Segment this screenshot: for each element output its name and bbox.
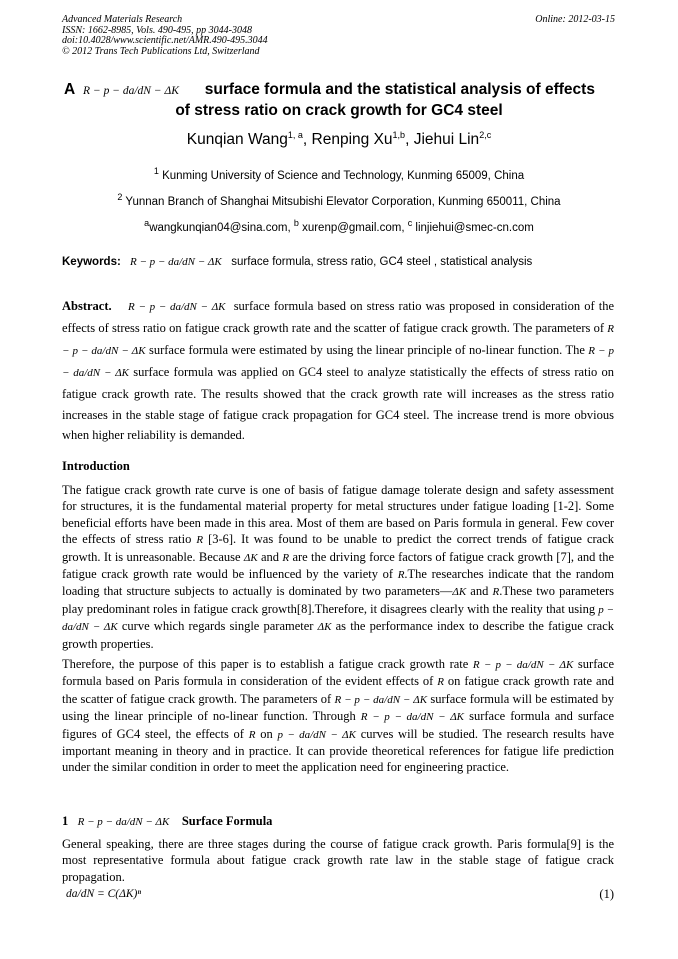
- equation-1: da/dN = C(ΔK)ⁿ: [66, 888, 141, 900]
- inline-formula: p − da/dN − ΔK: [277, 728, 356, 741]
- online-date: Online: 2012-03-15: [535, 14, 615, 25]
- paragraph-text: .These two parameters play predominant roles in fatigue crack growth[8].Therefore, it disagrees clearly with the reality that using: [62, 584, 615, 616]
- section-formula: R − p − da/dN − ΔK: [77, 816, 170, 828]
- paragraph-text: on fatigue crack growth rate and the scatter of fatigue crack growth. The parameters of: [62, 674, 615, 706]
- paragraph-text: curves will be studied. The research results have important meaning in theory and in practice. It can provide theoretical references for fatigue life prediction under the similar condition in order to meet the application need for engineering practice.: [62, 726, 615, 775]
- inline-symbol: R: [492, 586, 500, 599]
- affiliation-text: Yunnan Branch of Shanghai Mitsubishi Elevator Corporation, Kunming 650011, China: [125, 196, 561, 208]
- affiliation-1: [0, 166, 678, 182]
- author-affil-sup: 1,b: [392, 129, 406, 140]
- inline-formula: R − p − da/dN − ΔK: [334, 693, 428, 706]
- author-list: Kunqian Wang$^{1, a}$, Renping Xu$^{1,b}$, Jiehui Lin$^{2,c}$: [186, 129, 492, 148]
- paragraph-text: as the performance index to describe the fatigue crack growth properties.: [62, 619, 615, 651]
- keywords-formula: R − p − da/dN − ΔK: [130, 256, 222, 268]
- email-link[interactable]: wangkunqian04@sina.com,: [149, 222, 291, 234]
- email-marker: b: [293, 218, 299, 229]
- author-name: Renping Xu: [311, 131, 393, 148]
- inline-symbol: ΔK: [243, 551, 258, 564]
- abstract-text: surface formula were estimated by using the linear principle of no-linear function. The: [148, 342, 585, 357]
- paragraph-text: [3-6]. It was found to be unable to predict the correct trends of fatigue crack growth. It is unreasonable. Because: [62, 532, 615, 564]
- paragraph-text: .The researches indicate that the random loading that structure subjects to actually is dominated by two parameters—: [62, 567, 614, 599]
- inline-symbol: R: [437, 676, 444, 689]
- section-heading-introduction: Introduction: [62, 459, 130, 473]
- author-name: Jiehui Lin: [413, 131, 480, 148]
- paragraph-text: and: [470, 584, 489, 599]
- paper-title: [62, 80, 616, 121]
- abstract-text: surface formula was applied on GC4 steel to analyze statistically the effects of stress ratio on fatigue crack growth rate. The results showed that the crack growth rate will increases as the stress ratio increases in the stable stage of fatigue crack propagation for GC4 steel. The increase trend is more obvious when higher reliability is demanded.: [62, 364, 614, 443]
- title-formula: R − p − da/dN − ΔK: [83, 85, 179, 97]
- inline-symbol: R: [196, 534, 204, 547]
- email-line: [0, 218, 678, 234]
- inline-formula: R − p − da/dN − ΔK: [128, 301, 226, 313]
- inline-formula: R − p − da/dN − ΔK: [472, 659, 574, 671]
- keywords-text: surface formula, stress ratio, GC4 steel , statistical analysis: [231, 256, 533, 268]
- email-marker: c: [407, 218, 413, 229]
- paragraph-text: The fatigue crack growth rate curve is one of basis of fatigue damage tolerate design and safety assessment for structures, it is the fundamental material property for metal structures under fatigue loading [1-2]. Some beneficial efforts have been made in this area. Most of them are based on Paris formula in general. Few cover the effects of stress ratio: [62, 483, 614, 547]
- inline-symbol: R: [397, 569, 405, 582]
- affiliation-number: 1: [153, 166, 159, 177]
- inline-symbol: ΔK: [452, 586, 467, 599]
- keywords-line: [62, 256, 532, 268]
- paragraph-text: Therefore, the purpose of this paper is to establish a fatigue crack growth rate: [62, 657, 469, 671]
- equation-number: (1): [599, 887, 614, 901]
- section-number: 1: [62, 814, 69, 828]
- keywords-label: Keywords:: [62, 256, 121, 268]
- intro-paragraph-1: [62, 482, 614, 652]
- abstract-label: Abstract.: [62, 299, 112, 313]
- affiliation-text: Kunming University of Science and Technology, Kunming 65009, China: [162, 170, 525, 182]
- author-name: Kunqian Wang: [186, 131, 288, 148]
- paragraph-text: surface formula will be estimated by using the linear principle of no-linear function. Through: [62, 691, 614, 724]
- abstract-paragraph: [62, 296, 614, 446]
- inline-symbol: R: [282, 551, 290, 564]
- inline-formula: R − p − da/dN − ΔK: [62, 344, 614, 379]
- publication-header: [62, 15, 268, 57]
- journal-name: Advanced Materials Research: [62, 14, 183, 25]
- section1-paragraph: General speaking, there are three stages during the course of fatigue crack growth. Paris formula[9] is the most representative formula about fatigue crack growth rate law in the stable stage of fatigue crack propagation.: [62, 837, 614, 884]
- intro-paragraph-2: [62, 656, 614, 776]
- title-text-1: surface formula and the statistical analysis of effects: [204, 81, 595, 98]
- affiliation-2: [0, 192, 678, 208]
- paragraph-text: on: [260, 726, 273, 741]
- inline-formula: R − p − da/dN − ΔK: [360, 711, 465, 724]
- inline-formula: p − da/dN − ΔK: [62, 603, 614, 634]
- email-marker: a: [144, 218, 150, 229]
- author-affil-sup: 1, a: [287, 129, 303, 140]
- section-title: Surface Formula: [181, 814, 273, 828]
- doi-line: doi:10.4028/www.scientific.net/AMR.490-495.3044: [62, 35, 268, 46]
- abstract-text: surface formula based on stress ratio was proposed in consideration of the effects of stress ratio on fatigue crack growth rate and the scatter of fatigue crack growth. The parameters of: [62, 299, 615, 335]
- affiliation-number: 2: [117, 192, 123, 203]
- title-prefix: A: [64, 81, 76, 98]
- title-line-2: of stress ratio on crack growth for GC4 steel: [175, 102, 503, 119]
- email-link[interactable]: xurenp@gmail.com,: [302, 222, 405, 234]
- author-affil-sup: 2,c: [479, 129, 492, 140]
- copyright-line: © 2012 Trans Tech Publications Ltd, Switzerland: [62, 45, 260, 57]
- section-heading-1: [62, 814, 272, 829]
- paragraph-text: are the driving force factors of fatigue crack growth [7], and the fatigue crack growth rate would be influenced by the variety of: [62, 549, 614, 582]
- issn-line: ISSN: 1662-8985, Vols. 490-495, pp 3044-3048: [62, 24, 252, 36]
- inline-symbol: ΔK: [317, 621, 332, 634]
- email-link[interactable]: linjiehui@smec-cn.com: [415, 222, 534, 234]
- paragraph-text: curve which regards single parameter: [121, 619, 314, 634]
- title-line-1: [62, 80, 616, 101]
- inline-symbol: R: [248, 728, 256, 741]
- paragraph-text: surface formula and surface figures of GC4 steel, the effects of: [62, 709, 615, 741]
- paragraph-text: surface formula based on Paris formula in consideration of the evident effects of: [62, 657, 615, 689]
- inline-formula: R − p − da/dN − ΔK: [62, 322, 615, 357]
- paragraph-text: and: [261, 549, 280, 564]
